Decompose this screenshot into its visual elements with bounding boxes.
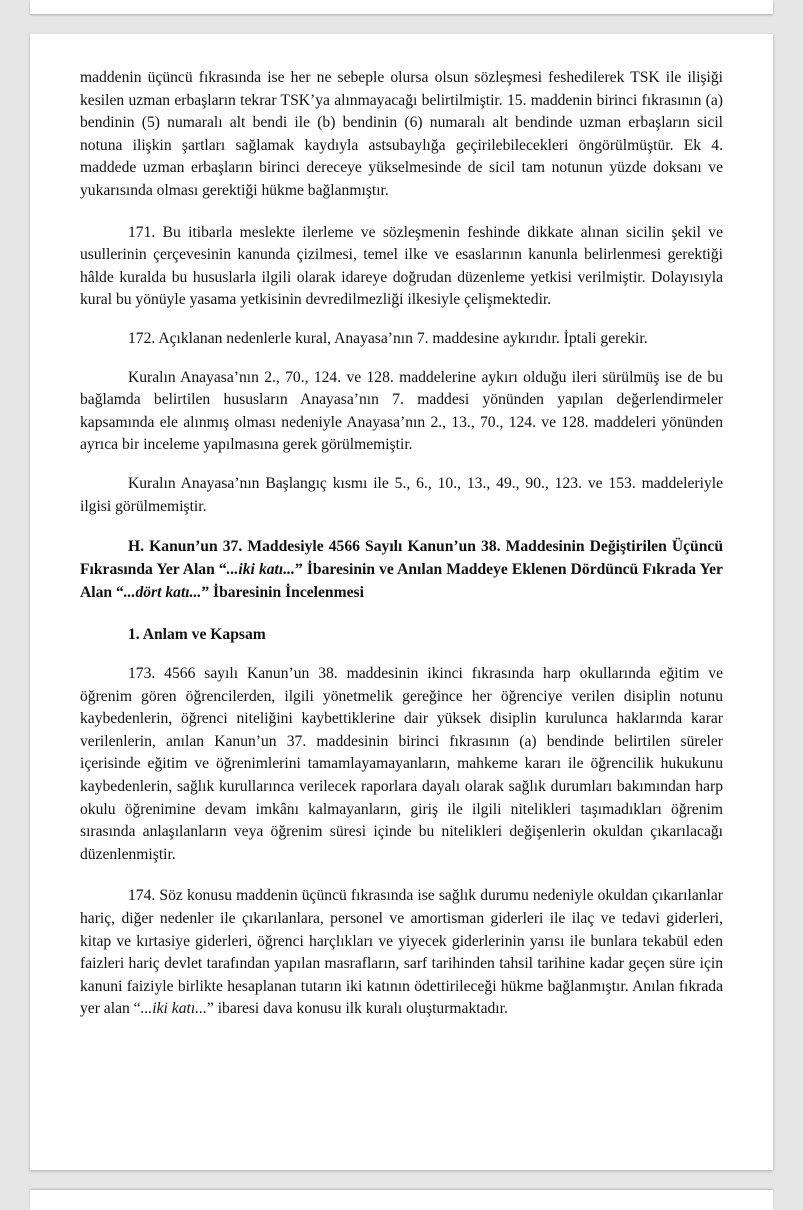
heading-text-1: H. Kanun’un 37. Maddesiyle 4566 Sayılı Kanun’un 38. Maddesinin Değiştirilen Üçüncü Fıkrasında Yer Alan “ <box>80 538 723 578</box>
paragraph-173: 173. 4566 sayılı Kanun’un 38. maddesinin ikinci fıkrasında harp okullarında eğitim ve öğrenim gören öğrencilerden, ilgili yönetmelik gereğince her öğrenciye verilen disiplin notunu kaybedenlerin, öğrenci niteliğini kaybettiklerine dair yüksek disiplin kurulunca haklarında karar verilenlerin, anılan Kanun’un 37. maddesinin birinci fıkrasının (a) bendinde belirtilen süreler içerisinde eğitim ve öğrenimlerini tamamlayamayanların, mahkeme kararı ile öğrencilik hukukunu kaybedenlerin, sağlık kurullarınca verilecek raporlara dayalı olarak sağlık durumları bakımından harp okulu öğrenimine devam imkânı kalmayanların, giriş ile ilgili nitelikleri taşımadıkları öğrenim sırasında anlaşılanların veya öğrenim süresi içinde bu nitelikleri değişenlerin okuldan çıkarılacağı düzenlenmiştir. <box>80 665 723 863</box>
paragraph-172: 172. Açıklanan nedenlerle kural, Anayasa’nın 7. maddesine aykırıdır. İptali gerekir. <box>128 329 648 347</box>
paragraph-continuation: maddenin üçüncü fıkrasında ise her ne sebeple olursa olsun sözleşmesi feshedilerek TSK ile ilişiği kesilen uzman erbaşların tekrar TSK’ya alınmayacağı belirtilmiştir. 15. maddenin birinci fıkrasının (a) bendinin (5) numaralı alt bendi ile (b) bendinin (6) numaralı alt bendinde uzman erbaşların sicil notuna ilişkin şartları sağlamak kaydıyla astsubaylığa geçirilebilecekleri öngörülmüştür. Ek 4. maddede uzman erbaşların birinci dereceye yükselmesinde de sicil tam notunun yüzde doksanı ve yukarısında olması gerektiği hükme bağlanmıştır. <box>80 69 723 199</box>
paragraph-preamble: Kuralın Anayasa’nın Başlangıç kısmı ile 5., 6., 10., 13., 49., 90., 123. ve 153. maddeleriyle ilgisi görülmemiştir. <box>80 474 723 515</box>
paragraph-171: 171. Bu itibarla meslekte ilerleme ve sözleşmenin feshinde dikkate alınan sicilin şekil ve usullerinin çerçevesinin kanunda çizilmesi, temel ilke ve esaslarının kanunla belirlenmesi gerektiği hâlde kuralda bu hususlarla ilgili olarak idareye doğrudan düzenleme yetkisi verilmiştir. Dolayısıyla kural bu yönüyle yasama yetkisinin devredilmezliği ilkesiyle çelişmektedir. <box>80 223 723 309</box>
previous-page-edge <box>30 0 773 14</box>
p174-text-1: 174. Söz konusu maddenin üçüncü fıkrasında ise sağlık durumu nedeniyle okuldan çıkarılanlar hariç, diğer nedenler ile çıkarılanlara, personel ve amortisman giderleri ile ilaç ve tedavi giderleri, kitap ve kırtasiye giderleri, öğrenci harçlıkları ve yiyecek giderlerinin yarısı ile bunlara tekabül eden faizleri hariç devlet tarafından yapılan masrafların, sarf tarihinden tahsil tarihine kadar geçen süre için kanuni faiziyle birlikte hesaplanan tutarın iki katının ödettirileceği hükme bağlanmıştır. Anılan fıkrada yer alan “ <box>80 887 723 1018</box>
subheading-scope: 1. Anlam ve Kapsam <box>128 626 266 644</box>
heading-italic-2: ...dört katı... <box>123 583 202 601</box>
next-page-edge <box>30 1190 773 1210</box>
heading-text-3: ” İbaresinin İncelenmesi <box>201 583 364 601</box>
heading-text-2: ” İbaresinin ve Anılan Maddeye Eklenen Dördüncü Fıkrada Yer Alan “ <box>80 560 723 601</box>
document-page <box>30 34 773 1170</box>
heading-italic-1: ...iki katı... <box>226 560 295 578</box>
p174-text-2: ” ibaresi dava konusu ilk kuralı oluşturmaktadır. <box>206 1000 508 1018</box>
p174-italic: ...iki katı... <box>140 1000 207 1018</box>
paragraph-other-articles: Kuralın Anayasa’nın 2., 70., 124. ve 128. maddelerine aykırı olduğu ileri sürülmüş ise de bu bağlamda belirtilen hususların Anayasa’nın 7. maddesi yönünden yapılan değerlendirmeler kapsamında ele alınmış olması nedeniyle Anayasa’nın 2., 13., 70., 124. ve 128. maddeleri yönünden ayrıca bir inceleme yapılmasına gerek görülmemiştir. <box>80 368 723 454</box>
paragraph-174 <box>80 885 723 1021</box>
section-heading-h <box>80 536 723 604</box>
